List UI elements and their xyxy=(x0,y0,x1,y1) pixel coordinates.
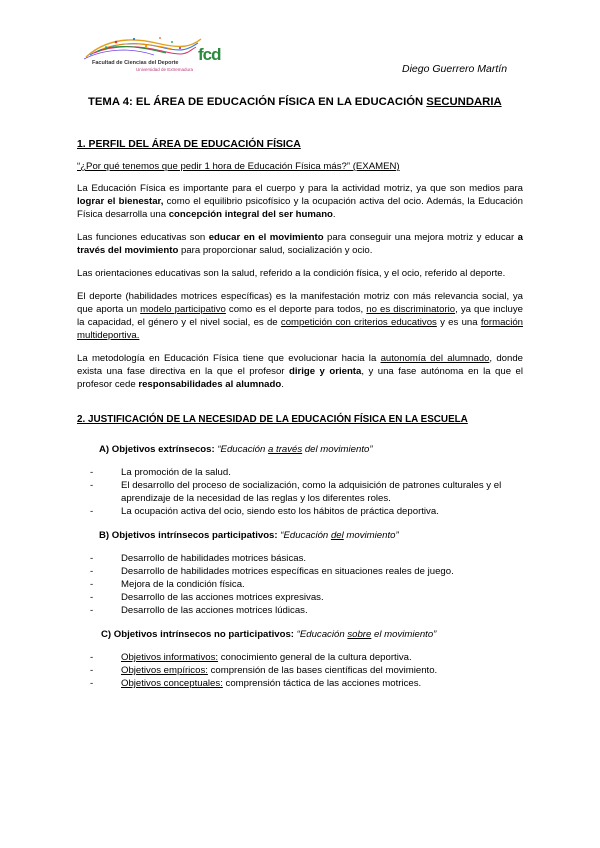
dash-bullet: - xyxy=(90,467,94,478)
subsection-a-list xyxy=(77,466,523,518)
quote-a-underline: a través xyxy=(268,444,303,455)
author-name: Diego Guerrero Martín xyxy=(402,63,508,75)
p2-text-1: Las funciones educativas son xyxy=(77,232,209,243)
dash-bullet: - xyxy=(90,652,94,663)
dash-bullet: - xyxy=(90,579,94,590)
title-main: TEMA 4: EL ÁREA DE EDUCACIÓN FÍSICA EN LA EDUCACIÓN xyxy=(88,96,427,108)
subsection-c-quote xyxy=(297,629,437,640)
subsection-c-heading xyxy=(101,628,523,641)
p2-text-2: para conseguir una mejora motriz y educar xyxy=(323,232,518,243)
list-item-text: comprensión táctica de las acciones motrices. xyxy=(222,678,422,689)
list-item xyxy=(77,552,523,565)
quote-a-1: “Educación xyxy=(217,444,269,455)
list-item-text: La promoción de la salud. xyxy=(121,467,231,478)
subsection-c-label: C) Objetivos intrínsecos no participativos: xyxy=(101,629,297,640)
subsection-b-label: B) Objetivos intrínsecos participativos: xyxy=(99,530,281,541)
p4-underline-1: modelo participativo xyxy=(140,304,226,315)
p4-underline-4: formación multideportiva. xyxy=(77,317,523,341)
paragraph-4 xyxy=(77,290,523,342)
list-item-term: Objetivos conceptuales: xyxy=(121,678,223,689)
dash-bullet: - xyxy=(90,665,94,676)
dash-bullet: - xyxy=(90,553,94,564)
subsection-a-label: A) Objetivos extrínsecos: xyxy=(99,444,218,455)
p2-text-3: para proporcionar salud, socialización y ocio. xyxy=(178,245,373,256)
title-last-word: SECUNDARIA xyxy=(426,96,502,108)
quote-b-1: “Educación xyxy=(280,530,331,541)
list-item-text: conocimiento general de la cultura deportiva. xyxy=(218,652,412,663)
quote-b-2: movimiento” xyxy=(343,530,399,541)
p1-text-1: La Educación Física es importante para el cuerpo y para la actividad motriz, ya que son medios para xyxy=(77,183,523,194)
list-item-text: La ocupación activa del ocio, siendo esto los hábitos de práctica deportiva. xyxy=(121,506,439,517)
p5-text-4: . xyxy=(281,379,284,390)
p2-bold-1: educar en el movimiento xyxy=(208,232,324,243)
list-item xyxy=(77,604,523,617)
list-item-text: El desarrollo del proceso de socialización, como la adquisición de patrones culturales y el aprendizaje de la necesidad de las reglas y los diferentes roles. xyxy=(121,480,502,504)
p4-underline-3: competición con criterios educativos xyxy=(280,317,437,328)
list-item xyxy=(77,677,523,690)
quote-a-2: del movimiento” xyxy=(302,444,373,455)
logo-line-1: Facultad de Ciencias del Deporte xyxy=(92,60,179,66)
p5-bold-2: responsabilidades al alumnado xyxy=(138,379,282,390)
p1-text-2: como el equilibrio psicofísico y la ocupación activa del ocio. Además, la Educación Física desarrolla una xyxy=(77,196,523,220)
list-item-term: Objetivos empíricos: xyxy=(121,665,208,676)
quote-c-underline: sobre xyxy=(347,629,372,640)
document-body xyxy=(77,138,523,701)
p4-text-4: y es una xyxy=(436,317,481,328)
p5-text-1: La metodología en Educación Física tiene que evolucionar hacia la xyxy=(77,353,381,364)
dash-bullet: - xyxy=(90,605,94,616)
list-item-text: Desarrollo de habilidades motrices específicas en situaciones reales de juego. xyxy=(121,566,454,577)
list-item xyxy=(77,578,523,591)
list-item-text: Desarrollo de las acciones motrices expresivas. xyxy=(121,592,324,603)
p5-bold-1: dirige y orienta xyxy=(288,366,362,377)
list-item xyxy=(77,565,523,578)
dash-bullet: - xyxy=(90,480,94,491)
p4-underline-2: no es discriminatorio xyxy=(366,304,456,315)
p4-text-2: como es el deporte para todos, xyxy=(225,304,367,315)
paragraph-1 xyxy=(77,182,523,221)
subsection-c-list xyxy=(77,651,523,690)
list-item xyxy=(77,466,523,479)
p4-text-3: , ya que incluye la capacidad, el género y el nivel social, es de xyxy=(77,304,523,328)
paragraph-3: Las orientaciones educativas son la salud, referido a la condición física, y el ocio, referido al deporte. xyxy=(77,268,506,279)
page-title xyxy=(88,96,502,108)
p1-bold-1: lograr el bienestar, xyxy=(77,196,164,207)
p1-bold-2: concepción integral del ser humano xyxy=(168,209,333,220)
logo-mark: fcd xyxy=(198,45,221,64)
p5-underline-1: autonomía del alumnado xyxy=(380,353,490,364)
list-item xyxy=(77,505,523,518)
list-item xyxy=(77,591,523,604)
dash-bullet: - xyxy=(90,678,94,689)
list-item xyxy=(77,479,523,505)
p4-text-1: El deporte (habilidades motrices específicas) es la manifestación motriz con más relevancia social, ya que aporta un xyxy=(77,291,523,315)
list-item-text: comprensión de las bases científicas del movimiento. xyxy=(207,665,438,676)
list-item-text: Mejora de la condición física. xyxy=(121,579,245,590)
list-item-text: Desarrollo de las acciones motrices lúdicas. xyxy=(121,605,308,616)
subsection-a-quote xyxy=(217,444,372,455)
list-item xyxy=(77,664,523,677)
p5-text-3: , y una fase autónoma en la que el profesor cede xyxy=(77,366,523,390)
dash-bullet: - xyxy=(90,592,94,603)
subsection-b-quote xyxy=(280,530,398,541)
p2-bold-2: a través del movimiento xyxy=(77,232,523,256)
quote-c-2: el movimiento” xyxy=(371,629,437,640)
p5-text-2: , donde exista una fase directiva en la que el profesor xyxy=(77,353,524,377)
list-item-text: Desarrollo de habilidades motrices básicas. xyxy=(121,553,307,564)
logo-line-2: Universidad de Extremadura xyxy=(136,67,194,72)
quote-b-underline: del xyxy=(330,530,344,541)
list-item xyxy=(77,651,523,664)
dash-bullet: - xyxy=(90,506,94,517)
paragraph-2 xyxy=(77,231,523,257)
section-1-heading: 1. PERFIL DEL ÁREA DE EDUCACIÓN FÍSICA xyxy=(77,139,301,150)
section-2-heading: 2. JUSTIFICACIÓN DE LA NECESIDAD DE LA EDUCACIÓN FÍSICA EN LA ESCUELA xyxy=(77,414,468,425)
quote-c-1: “Educación xyxy=(296,629,348,640)
dash-bullet: - xyxy=(90,566,94,577)
subsection-b-list xyxy=(77,552,523,617)
paragraph-5 xyxy=(77,352,523,391)
faculty-logo xyxy=(76,33,226,75)
subsection-b-heading xyxy=(99,529,523,542)
p1-text-3: . xyxy=(332,209,336,220)
subsection-a-heading xyxy=(99,443,523,456)
list-item-term: Objetivos informativos: xyxy=(121,652,219,663)
exam-question: “¿Por qué tenemos que pedir 1 hora de Educación Física más?” (EXAMEN) xyxy=(77,161,400,172)
